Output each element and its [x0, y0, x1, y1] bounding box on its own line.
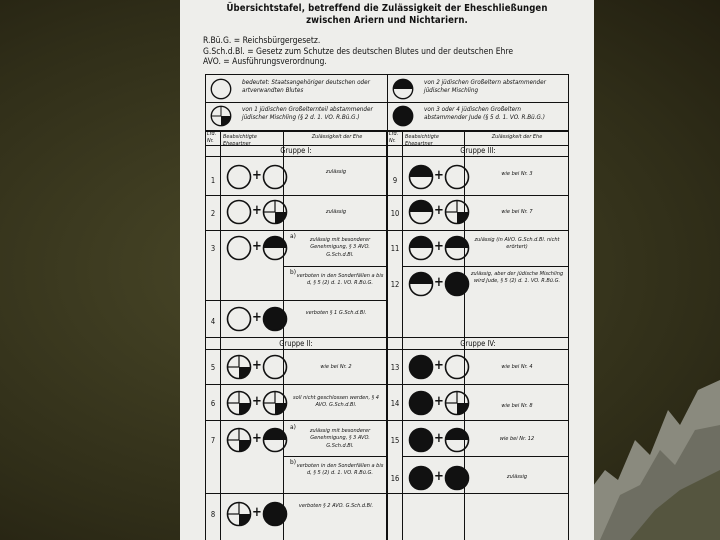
row-7-partners — [226, 427, 284, 453]
row-4-admissibility: verboten § 1 G.Sch.d.Bl. — [305, 310, 367, 316]
plus-sign: + — [252, 394, 262, 409]
quarter-jewish-circle-icon — [444, 390, 470, 416]
quarter-jewish-circle-icon — [226, 390, 252, 416]
half-jewish-circle-icon — [408, 235, 434, 261]
legend-circle-mischling-2 — [392, 78, 414, 104]
row-14-number: 14 — [390, 399, 400, 408]
plus-sign: + — [434, 394, 444, 409]
document-title — [180, 0, 594, 27]
row-6-number: 6 — [210, 399, 216, 408]
jewish-circle-icon — [392, 105, 414, 127]
mountain-decoration — [580, 370, 720, 540]
german-circle-icon — [226, 235, 252, 261]
jewish-circle-icon — [408, 390, 434, 416]
jewish-circle-icon — [408, 354, 434, 380]
legend-text-mischling-1: von 1 jüdischen Großelternteil abstammender jüdischer Mischling (§ 2 d. 1. VO. R.Bü.G.) — [242, 106, 373, 121]
german-circle-icon — [226, 306, 252, 332]
header-partners-right: Beabsichtigte Ehepartner — [405, 134, 439, 147]
row-2-partners — [226, 199, 284, 225]
german-circle-icon — [226, 199, 252, 225]
row-14-partners — [408, 390, 466, 416]
group-4-heading: Gruppe IV: — [460, 339, 496, 348]
row-1-admissibility: zulässig — [325, 169, 347, 175]
row-3-partners — [226, 235, 284, 261]
row-16-partners — [408, 465, 466, 491]
legend-circle-german — [210, 78, 232, 104]
row-8-partners — [226, 501, 284, 527]
quarter-jewish-circle-icon — [226, 354, 252, 380]
row-9-number: 9 — [392, 176, 398, 185]
half-jewish-circle-icon — [408, 199, 434, 225]
row-16-number: 16 — [390, 474, 400, 483]
half-jewish-circle-icon — [392, 78, 414, 100]
row-7-number: 7 — [210, 436, 216, 445]
legend-text-mischling-2: von 2 jüdischen Großeltern abstammender jüdischer Mischling — [424, 79, 546, 94]
half-jewish-circle-icon — [262, 235, 288, 261]
row-12-partners — [408, 271, 466, 297]
row-4-partners — [226, 306, 284, 332]
row-1-partners — [226, 164, 284, 190]
german-circle-icon — [210, 78, 232, 100]
jewish-circle-icon — [444, 465, 470, 491]
quarter-jewish-circle-icon — [444, 199, 470, 225]
row-1-number: 1 — [210, 176, 216, 185]
row-7-admissibility-a: zulässig mit besonderer Genehmigung, § 3 AVO. G.Sch.d.Bl. — [309, 428, 371, 449]
row-6-partners — [226, 390, 284, 416]
title-line-2: zwischen Ariern und Nichtariern. — [306, 15, 468, 26]
jewish-circle-icon — [408, 427, 434, 453]
row-11-admissibility: zulässig (in AVO. G.Sch.d.Bl. nicht erörtert) — [474, 237, 560, 251]
german-circle-icon — [444, 164, 470, 190]
plus-sign: + — [434, 275, 444, 290]
quarter-jewish-circle-icon — [226, 427, 252, 453]
quarter-jewish-circle-icon — [226, 501, 252, 527]
jewish-circle-icon — [262, 501, 288, 527]
half-jewish-circle-icon — [408, 271, 434, 297]
plus-sign: + — [252, 505, 262, 520]
row-8-admissibility: verboten § 2 AVO. G.Sch.d.Bl. — [298, 503, 374, 509]
half-jewish-circle-icon — [262, 427, 288, 453]
row-15-number: 15 — [390, 436, 400, 445]
german-circle-icon — [444, 354, 470, 380]
row-16-admissibility: zulässig — [506, 474, 528, 480]
header-admissibility-right: Zulässigkeit der Ehe — [491, 134, 543, 140]
jewish-circle-icon — [408, 465, 434, 491]
plus-sign: + — [434, 469, 444, 484]
row-2-admissibility: zulässig — [325, 209, 347, 215]
header-partners-left: Beabsichtigte Ehepartner — [223, 134, 257, 147]
header-admissibility-left: Zulässigkeit der Ehe — [311, 134, 363, 140]
row-12-admissibility: zulässig, aber der jüdische Mischling wird Jude, § 5 (2) d. 1. VO. R.Bü.G. — [470, 271, 564, 285]
row-13-number: 13 — [390, 363, 400, 372]
plus-sign: + — [434, 168, 444, 183]
row-4-number: 4 — [210, 317, 216, 326]
plus-sign: + — [252, 203, 262, 218]
legend-box — [205, 74, 569, 132]
plus-sign: + — [252, 168, 262, 183]
plus-sign: + — [434, 239, 444, 254]
header-nr-right: Lfd. Nr. — [389, 131, 399, 144]
row-10-number: 10 — [390, 209, 400, 218]
group-3-heading: Gruppe III: — [460, 146, 496, 155]
row-11-number: 11 — [390, 244, 400, 253]
row-10-admissibility: wie bei Nr. 7 — [501, 209, 533, 215]
quarter-jewish-circle-icon — [262, 199, 288, 225]
row-8-number: 8 — [210, 510, 216, 519]
half-jewish-circle-icon — [408, 164, 434, 190]
row-13-admissibility: wie bei Nr. 4 — [501, 364, 533, 370]
row-9-admissibility: wie bei Nr. 3 — [501, 171, 533, 177]
plus-sign: + — [434, 431, 444, 446]
legend-circle-mischling-1 — [210, 105, 232, 131]
german-circle-icon — [262, 354, 288, 380]
quarter-jewish-circle-icon — [262, 390, 288, 416]
row-10-partners — [408, 199, 466, 225]
legend-text-german: bedeutet: Staatsangehöriger deutschen oder artverwandten Blutes — [242, 79, 370, 94]
plus-sign: + — [252, 310, 262, 325]
plus-sign: + — [252, 431, 262, 446]
row-12-number: 12 — [390, 280, 400, 289]
row-6-admissibility: soll nicht geschlossen werden, § 4 AVO. G.Sch.d.Bl. — [293, 395, 379, 409]
abbreviation-avo: AVO. = Ausführungsverordnung. — [203, 57, 327, 67]
legend-circle-jew — [392, 105, 414, 131]
title-line-1: Übersichtstafel, betreffend die Zulässigkeit der Eheschließungen — [226, 3, 548, 14]
german-circle-icon — [226, 164, 252, 190]
german-circle-icon — [262, 164, 288, 190]
row-11-partners — [408, 235, 466, 261]
overview-table — [205, 130, 569, 540]
abbreviation-rbug: R.Bü.G. = Reichsbürgergesetz. — [203, 36, 321, 46]
jewish-circle-icon — [262, 306, 288, 332]
row-3-admissibility-a: zulässig mit besonderer Genehmigung, § 3 AVO. G.Sch.d.Bl. — [309, 237, 371, 258]
row-5-number: 5 — [210, 363, 216, 372]
plus-sign: + — [434, 358, 444, 373]
row-15-partners — [408, 427, 466, 453]
plus-sign: + — [252, 358, 262, 373]
jewish-circle-icon — [444, 271, 470, 297]
row-7-sub-b: b) — [290, 458, 296, 466]
abbreviation-gschdbl: G.Sch.d.Bl. = Gesetz zum Schutze des deutschen Blutes und der deutschen Ehre — [203, 46, 514, 57]
row-15-admissibility: wie bei Nr. 12 — [499, 436, 535, 442]
plus-sign: + — [252, 239, 262, 254]
document-page — [180, 0, 594, 540]
row-7-sub-a: a) — [290, 423, 296, 431]
row-13-partners — [408, 354, 466, 380]
row-3-sub-b: b) — [290, 268, 296, 276]
group-2-heading: Gruppe II: — [279, 339, 313, 348]
plus-sign: + — [434, 203, 444, 218]
half-jewish-circle-icon — [444, 427, 470, 453]
half-jewish-circle-icon — [444, 235, 470, 261]
row-3-sub-a: a) — [290, 232, 296, 240]
row-3-admissibility-b: verboten in den Sonderfällen a bis d, § 5 (2) d. 1. VO. R.Bü.G. — [296, 273, 384, 287]
row-5-partners — [226, 354, 284, 380]
row-2-number: 2 — [210, 209, 216, 218]
row-14-admissibility: wie bei Nr. 8 — [501, 403, 533, 409]
abbreviations — [203, 36, 594, 68]
quarter-jewish-circle-icon — [210, 105, 232, 127]
group-1-heading: Gruppe I: — [280, 146, 312, 155]
row-5-admissibility: wie bei Nr. 2 — [320, 364, 352, 370]
row-9-partners — [408, 164, 466, 190]
legend-text-jew: von 3 oder 4 jüdischen Großeltern abstammender Jude (§ 5 d. 1. VO. R.Bü.G.) — [424, 106, 545, 121]
row-3-number: 3 — [210, 244, 216, 253]
row-7-admissibility-b: verboten in den Sonderfällen a bis d, § 5 (2) d. 1. VO. R.Bü.G. — [296, 463, 384, 477]
header-nr-left: Lfd. Nr. — [207, 131, 217, 144]
